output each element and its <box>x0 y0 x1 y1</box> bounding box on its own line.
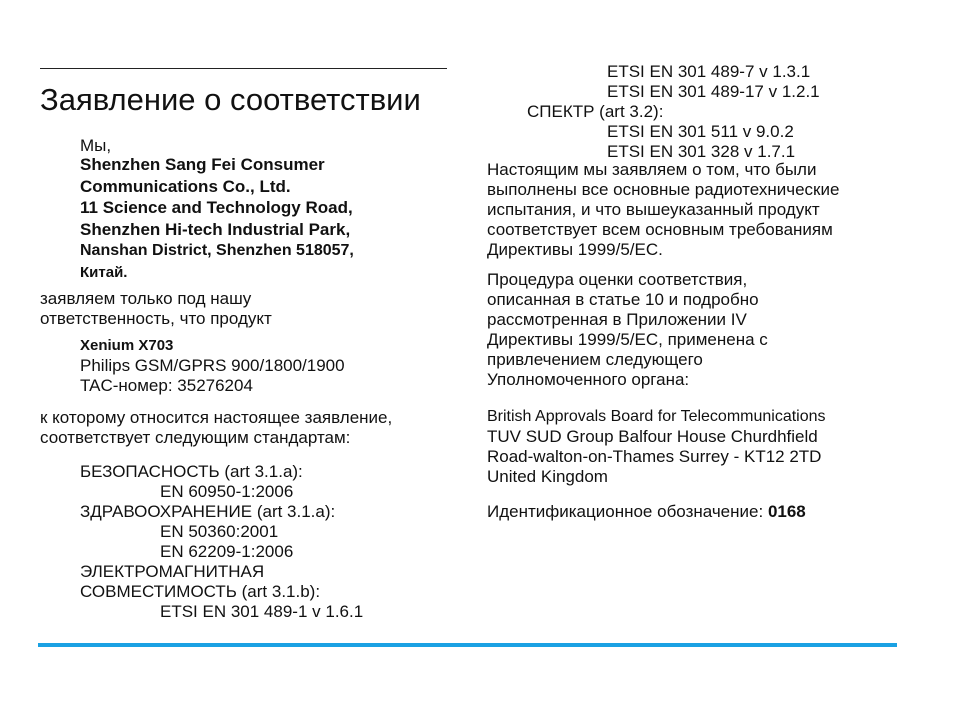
declaration-line: испытания, и что вышеуказанный продукт <box>487 200 820 219</box>
spectrum-standard: ETSI EN 301 511 v 9.0.2 <box>607 122 794 141</box>
spectrum-standard: ETSI EN 301 328 v 1.7.1 <box>607 142 796 161</box>
company-line: Shenzhen Sang Fei Consumer <box>80 155 325 174</box>
emc-standard: ETSI EN 301 489-17 v 1.2.1 <box>607 82 820 101</box>
notified-body-address: United Kingdom <box>487 467 608 486</box>
product-type: Philips GSM/GPRS 900/1800/1900 <box>80 356 345 375</box>
declare-line: заявляем только под нашу <box>40 289 252 308</box>
conforms-text <box>40 408 392 448</box>
standards-right <box>527 62 820 162</box>
declare-line: ответственность, что продукт <box>40 309 272 328</box>
footer-accent-bar <box>38 643 897 647</box>
identification-label: Идентификационное обозначение: <box>487 502 768 521</box>
emc-standard: ETSI EN 301 489-7 v 1.3.1 <box>607 62 811 81</box>
standards-left <box>80 462 363 622</box>
safety-standard: EN 60950-1:2006 <box>160 482 294 501</box>
procedure-line: рассмотренная в Приложении IV <box>487 310 747 329</box>
declaration-line: соответствует всем основным требованиям <box>487 220 833 239</box>
conforms-line: соответствует следующим стандартам: <box>40 428 351 447</box>
product-name: Xenium X703 <box>80 337 174 354</box>
procedure-line: Процедура оценки соответствия, <box>487 270 748 289</box>
spectrum-label: СПЕКТР (art 3.2): <box>527 102 664 121</box>
declaration-line: Настоящим мы заявляем о том, что были <box>487 160 817 179</box>
conforms-line: к которому относится настоящее заявление, <box>40 408 393 427</box>
company-address <box>80 154 354 283</box>
identification-line <box>487 502 806 522</box>
health-standard: EN 50360:2001 <box>160 522 279 541</box>
emc-standard: ETSI EN 301 489-1 v 1.6.1 <box>160 602 364 621</box>
declaration-paragraph <box>487 160 839 260</box>
company-line: Communications Co., Ltd. <box>80 176 291 196</box>
product-block <box>80 336 345 396</box>
company-line: 11 Science and Technology Road, <box>80 198 353 217</box>
procedure-line: Директивы 1999/5/EC, применена с <box>487 330 768 349</box>
procedure-line: Уполномоченного органа: <box>487 370 690 389</box>
company-line: Китай. <box>80 263 128 281</box>
health-standard: EN 62209-1:2006 <box>160 542 294 561</box>
procedure-line: привлечением следующего <box>487 350 703 369</box>
company-line: Nanshan District, Shenzhen 518057, <box>80 242 354 259</box>
notified-body <box>487 407 826 487</box>
declaration-line: выполнены все основные радиотехнические <box>487 180 840 199</box>
health-label: ЗДРАВООХРАНЕНИЕ (art 3.1.a): <box>80 502 336 521</box>
identification-number: 0168 <box>767 502 806 521</box>
safety-label: БЕЗОПАСНОСТЬ (art 3.1.a): <box>80 462 303 481</box>
procedure-paragraph <box>487 270 768 390</box>
we-line: Мы, <box>80 136 112 155</box>
procedure-line: описанная в статье 10 и подробно <box>487 290 759 309</box>
page-title: Заявление о соответствии <box>40 82 421 117</box>
tac-number: TAC-номер: 35276204 <box>80 376 253 395</box>
top-rule <box>40 68 447 69</box>
emc-label: СОВМЕСТИМОСТЬ (art 3.1.b): <box>80 582 321 601</box>
notified-body-address: Road-walton-on-Thames Surrey - KT12 2TD <box>487 447 822 466</box>
notified-body-name: British Approvals Board for Telecommunications <box>487 408 826 425</box>
emc-label: ЭЛЕКТРОМАГНИТНАЯ <box>80 562 265 581</box>
declaration-line: Директивы 1999/5/EC. <box>487 240 663 259</box>
notified-body-address: TUV SUD Group Balfour House Churdhfield <box>487 427 818 446</box>
company-line: Shenzhen Hi-tech Industrial Park, <box>80 219 351 239</box>
declare-text <box>40 289 272 329</box>
